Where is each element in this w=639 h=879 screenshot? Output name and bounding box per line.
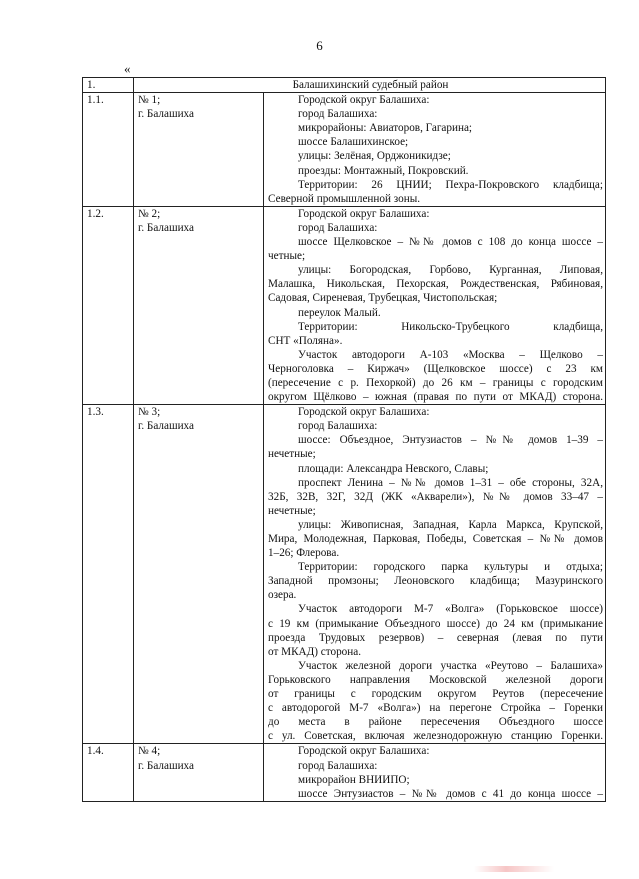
table-row <box>83 405 606 744</box>
territory-line: 32Б, 32В, 32Г, 32Д (ЖК «Акварели»), №№ домов 33–47 – <box>268 490 603 503</box>
faint-stamp-mark <box>474 866 554 872</box>
territory-line: от МКАД) сторона. <box>268 645 362 658</box>
territory-cell <box>264 93 606 207</box>
territory-line: Участок автодороги А-103 «Москва – Щелково – <box>298 348 603 361</box>
territory-line: до места в районе пересечения Объездного шоссе <box>268 716 603 729</box>
territory-line: проезда Трудовых резервов) – северная (левая по пути <box>268 631 603 644</box>
territory-line: озера. <box>268 589 297 602</box>
territory-line: с автодорогой М-7 «Волга») на перегоне Стройка – Горенки <box>268 702 603 715</box>
table-row <box>83 206 606 404</box>
territory-line: от границы с городским округом Реутов (пересечение <box>268 688 603 701</box>
territory-line: (пересечение с р. Пехоркой) до 26 км – границы с городским <box>268 376 603 389</box>
territory-line: микрорайоны: Авиаторов, Гагарина; <box>298 122 473 135</box>
district-number: № 1; <box>138 94 161 107</box>
row-number: 1.4. <box>83 744 134 801</box>
territory-line: шоссе Щелковское – №№ домов с 108 до конца шоссе – <box>298 236 603 249</box>
territory-line: город Балашиха: <box>298 108 378 121</box>
territory-line: шоссе: Объездное, Энтузиастов – №№ домов 1–39 – <box>298 434 603 447</box>
territory-line: Городской округ Балашиха: <box>298 745 430 758</box>
district-cell <box>134 93 264 207</box>
territory-line: округом Щёлково – южная (правая по пути от МКАД) сторона. <box>268 391 603 404</box>
territory-line: Горьковского направления Московской железной дороги <box>268 673 603 686</box>
territory-cell <box>264 744 606 801</box>
territory-line: проезды: Монтажный, Покровский. <box>298 164 469 177</box>
territory-line: Малашка, Никольская, Пехорская, Рождественская, Рябиновая, <box>268 278 603 291</box>
district-cell <box>134 744 264 801</box>
territory-line: Мира, Молодежная, Парковая, Победы, Советская – №№ домов <box>268 533 603 545</box>
territory-line: город Балашиха: <box>298 420 378 433</box>
territory-line: Участок автодороги М-7 «Волга» (Горьковское шоссе) <box>298 603 603 616</box>
territory-line: 1–26; Флерова. <box>268 547 340 560</box>
header-number: 1. <box>83 78 134 93</box>
territory-line: Черноголовка – Киржач» (Щелковское шоссе) с 23 км <box>268 362 603 375</box>
territory-line: площади: Александра Невского, Славы; <box>298 462 489 475</box>
table-header-row <box>83 78 606 93</box>
territory-line: нечетные; <box>268 448 316 461</box>
territory-line: Садовая, Сиреневая, Трубецкая, Чистопольская; <box>268 292 498 305</box>
territory-line: Территории: Никольско-Трубецкого кладбища, <box>298 320 603 333</box>
territory-line: город Балашиха: <box>298 759 378 772</box>
district-cell <box>134 405 264 744</box>
district-city: г. Балашиха <box>138 221 194 234</box>
row-number: 1.3. <box>83 405 134 744</box>
row-number: 1.1. <box>83 93 134 207</box>
district-city: г. Балашиха <box>138 108 194 121</box>
territory-line: переулок Малый. <box>298 306 381 319</box>
row-number: 1.2. <box>83 206 134 404</box>
territory-line: улицы: Живописная, Западная, Карла Маркса, Крупской, <box>298 518 603 531</box>
district-number: № 3; <box>138 406 161 419</box>
district-number: № 4; <box>138 745 161 758</box>
territory-line: СНТ «Поляна». <box>268 334 343 347</box>
page-number: 6 <box>316 38 323 53</box>
territory-line: шоссе Энтузиастов – №№ домов с 41 до конца шоссе – <box>298 787 603 800</box>
territory-line: Городской округ Балашиха: <box>298 406 430 419</box>
territory-line: улицы: Зелёная, Орджоникидзе; <box>298 150 451 163</box>
territory-line: Городской округ Балашиха: <box>298 94 430 107</box>
territory-line: Территории: 26 ЦНИИ; Пехра-Покровского кладбища; <box>298 178 603 191</box>
table-row <box>83 744 606 801</box>
court-districts-table <box>82 77 606 802</box>
territory-line: Городской округ Балашиха: <box>298 207 430 220</box>
district-city: г. Балашиха <box>138 759 194 772</box>
territory-line: проспект Ленина – №№ домов 1–31 – обе стороны, 32А, <box>298 476 603 489</box>
district-number: № 2; <box>138 207 161 220</box>
territory-line: Северной промышленной зоны. <box>268 192 421 205</box>
territory-line: нечетные; <box>268 504 316 517</box>
opening-quote-mark: « <box>124 61 131 76</box>
territory-line: с ул. Советская, включая железнодорожную станцию Горенки. <box>268 730 603 743</box>
territory-line: микрорайон ВНИИПО; <box>298 773 410 786</box>
header-title: Балашихинский судебный район <box>134 78 606 93</box>
territory-line: с 19 км (примыкание Объездного шоссе) до 24 км (примыкание <box>268 617 603 630</box>
territory-cell <box>264 405 606 744</box>
territory-line: Западной промзоны; Леоновского кладбища; Мазуринского <box>268 575 603 588</box>
territory-line: город Балашиха: <box>298 221 378 234</box>
territory-line: четные; <box>268 250 306 263</box>
territory-line: улицы: Богородская, Горбово, Курганная, Липовая, <box>298 264 603 277</box>
district-city: г. Балашиха <box>138 420 194 433</box>
territory-cell <box>264 206 606 404</box>
table-row <box>83 93 606 207</box>
territory-line: Территории: городского парка культуры и отдыха; <box>298 561 603 574</box>
district-cell <box>134 206 264 404</box>
territory-line: Участок железной дороги участка «Реутово – Балашиха» <box>298 659 603 672</box>
territory-line: шоссе Балашихинское; <box>298 136 409 149</box>
